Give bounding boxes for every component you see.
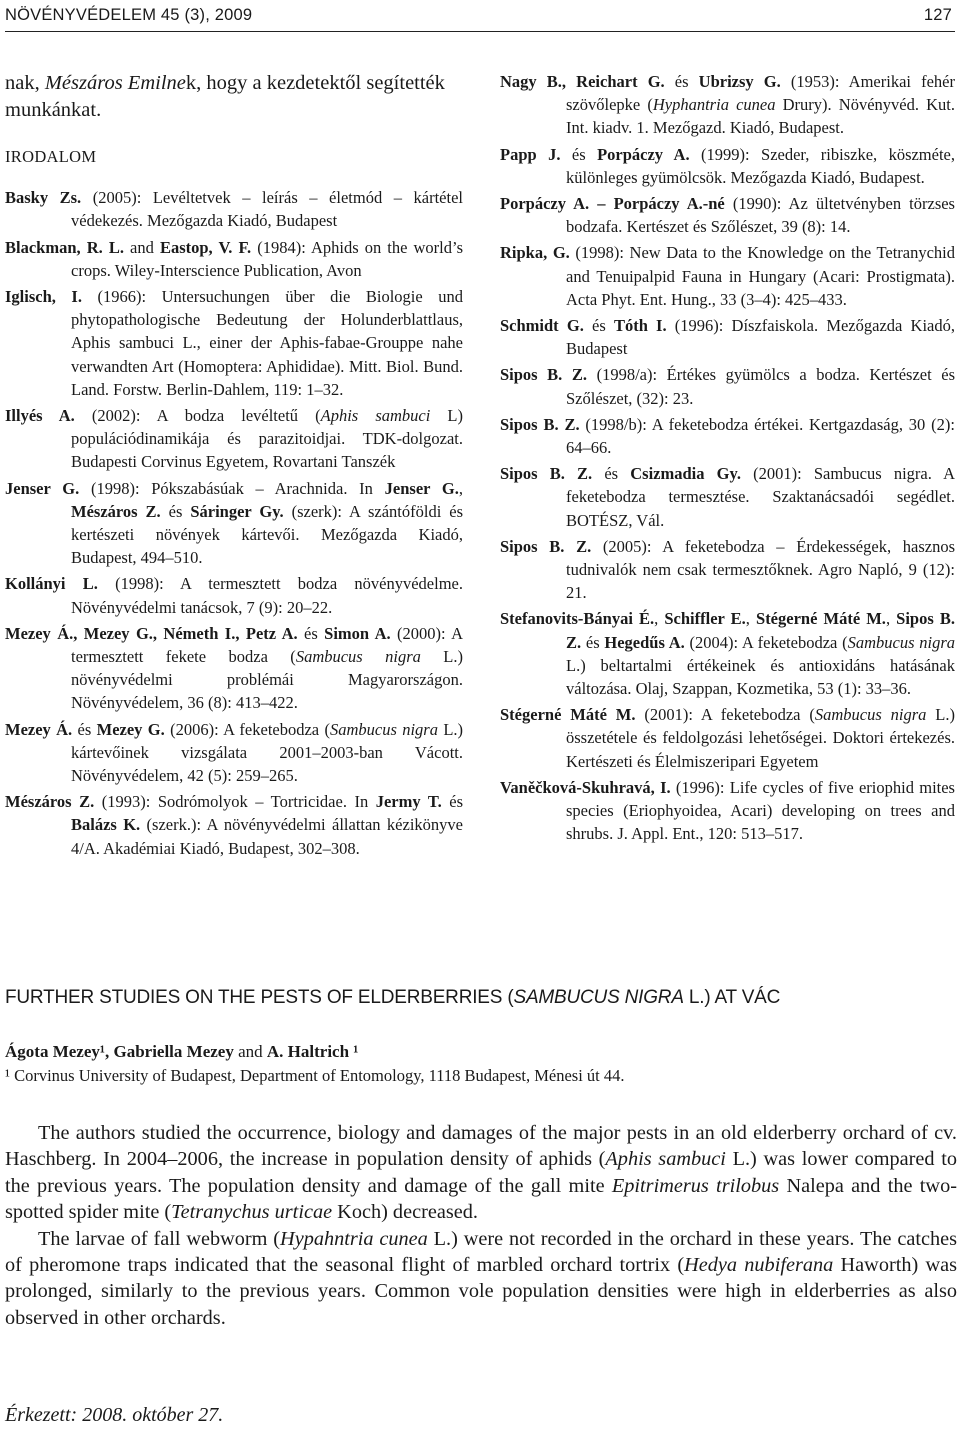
author-name: Sipos B. Z. — [500, 414, 580, 434]
english-summary-title — [5, 987, 960, 1009]
text-run: L.) AT VÁC — [683, 987, 781, 1008]
text-run: (2006): A feketebodza ( — [164, 719, 330, 739]
author-name: Vaněčková-Skuhravá, I. — [500, 777, 671, 797]
text-run: (1993): Sodrómolyok – Tortricidae. In — [94, 792, 376, 812]
received-date: Érkezett: 2008. október 27. — [5, 1404, 224, 1426]
italic-term: Aphis sambuci — [320, 406, 431, 426]
author-name: Sáringer Gy. — [190, 501, 284, 521]
text-run: and — [123, 237, 160, 257]
text-run: (1998): A termesztett bodza növényvédelme. Növényvédelmi tanácsok, 7 (9): 20–22. — [71, 574, 463, 617]
author-name: Sipos B. Z. — [500, 464, 593, 484]
affiliation: ¹ Corvinus University of Budapest, Department of Entomology, 1118 Budapest, Ménesi út 44. — [5, 1066, 625, 1085]
text-run: L) populációdinamikája és parazitoidjai. TDK-dolgozat. Budapesti Corvinus Egyetem, Rovartani Tanszék — [71, 406, 463, 472]
text-run: (2005): A feketebodza – Érdekességek, hasznos tudnivalók nem csak termesztőknek. Agro Napló, 9 (12): 21. — [566, 536, 955, 603]
author-name: Illyés A. — [5, 406, 75, 426]
text-run: (2004): A feketebodza ( — [684, 632, 848, 652]
abstract-paragraph — [5, 1120, 957, 1226]
text-run: (2002): A bodza levéltetű ( — [74, 406, 321, 426]
author-name: Porpáczy A. – Porpáczy A.-né — [500, 194, 725, 214]
author-name: A. Haltrich ¹ — [266, 1042, 359, 1061]
text-run: The authors studied the occurrence, biology and damages of the major pests in an old elderberry orchard of cv. Haschberg. In 2004–2006, the increase in population density of aphids ( — [5, 1122, 957, 1171]
intro-post: k, hogy a kezdetektől segítették munkánkat. — [5, 72, 445, 121]
page-number: 127 — [923, 6, 952, 24]
reference-entry — [500, 776, 955, 846]
reference-entry — [500, 192, 955, 238]
text-run: L.) összetétele és feldolgozási lehetőségei. Doktori értekezés. Kertészeti és Élelmiszeripari Egyetem — [566, 705, 955, 771]
italic-term: Hyphantria cunea — [652, 95, 776, 115]
text-run: L.) beltartalmi értékeinek és antioxidáns hatásának változása. Olaj, Szappan, Kozmetika, 53 (1): 33–36. — [566, 655, 955, 699]
text-run: , — [654, 609, 665, 629]
reference-entry — [500, 462, 955, 532]
italic-term: Sambucus nigra — [329, 719, 438, 739]
text-run: (1990): Az ültetvényben törzses bodzafa. Kertészet és Szőlészet, 39 (8): 14. — [566, 194, 955, 237]
author-name: Nagy B., Reichart G. — [500, 72, 665, 91]
reference-entry — [500, 241, 955, 311]
reference-entry — [5, 622, 463, 715]
reference-entry — [500, 143, 955, 189]
author-name: Schmidt G. — [500, 316, 584, 336]
author-name: Jenser G. — [5, 478, 80, 498]
text-run: (szerk.): A növényvédelmi állattan kézikönyve 4/A. Akadémiai Kiadó, Budapest, 302–308. — [71, 815, 463, 858]
italic-term: Hedya nubiferana — [684, 1254, 834, 1277]
journal-header: NÖVÉNYVÉDELEM 45 (3), 2009 — [5, 6, 253, 24]
author-name: Jenser G. — [384, 478, 459, 498]
text-run: (1953): Amerikai fehér szövőlepke ( — [566, 72, 955, 115]
author-name: Eastop, V. F. — [159, 237, 252, 257]
reference-entry — [500, 535, 955, 605]
text-run: Koch) decreased. — [332, 1201, 478, 1224]
italic-term: Hypahntria cunea — [280, 1227, 428, 1250]
text-run: (2001): Sambucus nigra. A feketebodza termesztése. Szaktanácsadói segédlet. BOTÉSZ, Vál. — [566, 464, 955, 530]
reference-entry — [5, 718, 463, 788]
text-run: Haworth) was prolonged, similarly to the previous years. Common vole population densities were high in elderberries as also observed in other orchards. — [5, 1254, 958, 1329]
intro-italic: Mészáros Emilne — [44, 72, 186, 94]
author-name: Blackman, R. L. — [5, 237, 124, 257]
author-name: Iglisch, I. — [5, 287, 82, 307]
reference-entry — [5, 477, 463, 570]
author-name: Csizmadia Gy. — [630, 464, 741, 484]
italic-term: SAMBUCUS NIGRA — [513, 987, 684, 1008]
reference-entry — [5, 404, 463, 474]
author-name: Stégerné Máté M. — [756, 609, 886, 629]
author-name: Mezey Á., Mezey G., Németh I., Petz A. — [5, 623, 298, 643]
author-name: Sipos B. Z. — [500, 365, 588, 385]
text-run: és — [72, 719, 97, 739]
italic-term: Sambucus nigra — [814, 705, 927, 725]
text-run: (szerk): A szántóföldi és kertészeti növények kártevői. Mezőgazda Kiadó, Budapest, 494–510. — [71, 501, 463, 568]
author-name: Ripka, G. — [500, 243, 570, 263]
text-run: (1984): Aphids on the world’s crops. Wiley-Interscience Publication, Avon — [71, 237, 464, 280]
author-name: Balázs K. — [71, 815, 141, 835]
english-abstract — [5, 1120, 957, 1331]
reference-entry — [500, 363, 955, 409]
text-run: (1996): Life cycles of five eriophid mites species (Eriophyoidea, Acari) developing on trees and shrubs. J. Appl. Ent., 120: 513–517. — [566, 777, 955, 844]
author-name: Stégerné Máté M. — [500, 705, 636, 725]
text-run: and — [233, 1042, 267, 1061]
reference-entry — [500, 314, 955, 360]
reference-entry — [5, 236, 463, 282]
text-run: (2001): A feketebodza ( — [635, 705, 815, 725]
italic-term: Sambucus nigra — [295, 647, 421, 667]
text-run: (2005): Levéltetvek – leírás – életmód – kártétel védekezés. Mezőgazda Kiadó, Budapest — [71, 188, 463, 231]
author-name: Stefanovits-Bányai É. — [500, 609, 655, 629]
left-reference-list — [5, 186, 463, 860]
right-column — [500, 70, 955, 849]
author-name: Tóth I. — [613, 316, 667, 336]
author-name: Sipos B. Z. — [500, 536, 592, 556]
text-run: és — [664, 72, 699, 91]
text-run: L.) were not recorded in the orchard in these years. The catches of pheromone traps indicated that the seasonal flight of marbled orchard tortrix ( — [5, 1227, 957, 1277]
text-run: (1998): Pókszabásúak – Arachnida. In — [79, 478, 385, 498]
italic-term: Sambucus nigra — [847, 632, 956, 652]
text-run: (1996): Díszfaiskola. Mezőgazda Kiadó, Budapest — [566, 316, 955, 359]
author-name: Hegedűs A. — [604, 632, 685, 652]
italic-term: Aphis sambuci — [605, 1148, 726, 1171]
author-name: Schiffler E. — [664, 609, 746, 629]
text-run: L.) was lower compared to the previous years. The population density and damage of the gall mite — [5, 1148, 957, 1197]
text-run: FURTHER STUDIES ON THE PESTS OF ELDERBERRIES ( — [5, 987, 514, 1008]
intro-pre: nak, — [5, 72, 45, 94]
text-run: és — [297, 623, 325, 643]
text-run: (1998/a): Értékes gyümölcs a bodza. Kertészet és Szőlészet, (32): 23. — [566, 365, 955, 408]
author-name: Jermy T. — [375, 792, 442, 812]
author-name: Simon A. — [324, 623, 391, 643]
author-name: Sipos B. Z. — [566, 609, 955, 652]
author-name: Kollányi L. — [5, 574, 98, 594]
reference-entry — [500, 70, 955, 140]
text-run: Nalepa and the two-spotted spider mite ( — [5, 1174, 957, 1224]
reference-entry — [500, 413, 955, 459]
text-run: , — [745, 609, 757, 629]
author-name: Mezey G. — [96, 719, 165, 739]
reference-entry — [5, 186, 463, 232]
text-run: , — [458, 478, 464, 498]
text-run: , — [885, 609, 897, 629]
author-name: Porpáczy A. — [597, 144, 690, 164]
author-name: Basky Zs. — [5, 188, 82, 208]
reference-entry — [5, 285, 463, 401]
abstract-paragraph — [5, 1226, 957, 1332]
text-run: és — [560, 144, 598, 164]
author-name: Ágota Mezey¹, Gabriella Mezey — [5, 1042, 234, 1061]
text-run: L.) növényvédelmi problémái Magyarországon. Növényvédelem, 36 (8): 413–422. — [71, 647, 463, 713]
text-run: és — [581, 632, 605, 652]
text-run: (1999): Szeder, ribiszke, köszméte, különleges gyümölcsök. Mezőgazda Kiadó, Budapest. — [566, 144, 956, 187]
acknowledgement-text — [5, 70, 463, 124]
reference-entry — [500, 703, 955, 773]
text-run: (2000): A termesztett fekete bodza ( — [71, 623, 463, 667]
text-run: The larvae of fall webworm ( — [38, 1227, 281, 1250]
text-run: és — [592, 464, 631, 484]
author-name: Ubrizsy G. — [698, 72, 781, 91]
text-run: (1998/b): A feketebodza értékei. Kertgazdaság, 30 (2): 64–66. — [566, 414, 955, 458]
italic-term: Epitrimerus trilobus — [611, 1174, 780, 1197]
reference-entry — [5, 790, 463, 860]
text-run: (1966): Untersuchungen über die Biologie und phytopathologische Bedeutung der Holunderblattlaus, Aphis sambuci L., einer der Aphis-fabae-Grouppe nahe verwandten Art (Homoptera: Aphididae). Mitt. Biol. Bund. Land. Forstw. Berlin-Dahlem, 119: 1–32. — [71, 287, 463, 399]
text-run: L.) kártevőinek vizsgálata 2001–2003-ban Vácott. Növényvédelem, 42 (5): 259–265. — [71, 719, 464, 786]
text-run: és — [441, 792, 464, 812]
right-reference-list — [500, 70, 955, 846]
italic-term: Tetranychus urticae — [171, 1201, 333, 1224]
author-name: Papp J. — [500, 144, 561, 164]
reference-entry — [5, 572, 463, 618]
author-name: Mészáros Z. — [71, 501, 161, 521]
text-run: Drury). Növényvéd. Kut. Int. kiadv. 1. Mezőgazd. Kiadó, Budapest. — [566, 95, 955, 138]
author-name: Mezey Á. — [5, 719, 73, 739]
left-column — [5, 70, 463, 863]
author-line — [5, 1042, 358, 1062]
text-run: és — [583, 316, 614, 336]
text-run: (1998): New Data to the Knowledge on the Tetranychid and Tenuipalpid Fauna in Hungary (Acari: Prostigmata). Acta Phyt. Ent. Hung., 33 (3–4): 425–433. — [566, 243, 956, 309]
text-run: és — [160, 501, 191, 521]
references-heading: IRODALOM — [5, 147, 97, 166]
header-rule — [5, 31, 955, 32]
author-name: Mészáros Z. — [5, 792, 95, 812]
reference-entry — [500, 607, 955, 700]
